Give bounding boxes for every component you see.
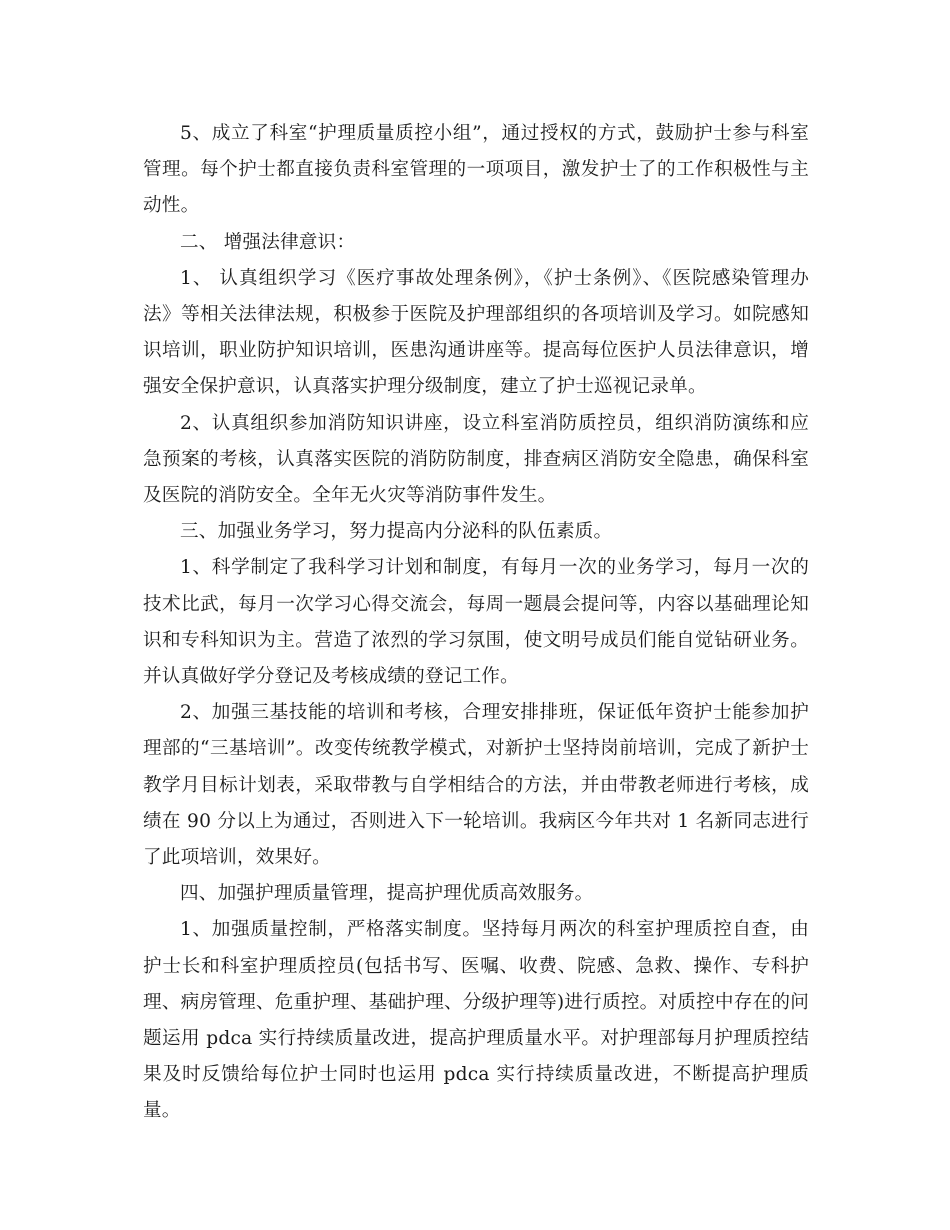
- section-heading-quality-management: 四、加强护理质量管理，提高护理优质高效服务。: [180, 883, 594, 905]
- paragraph-law-study: 1、 认真组织学习《医疗事故处理条例》，《护士条例》、《医院感染管理办法》等相关法律法规，积极参于医院及护理部组织的各项培训及学习。如院感知识培训，职业防护知识培训，医患沟通讲座等。提高每位医护人员法律意识，增强安全保护意识，认真落实护理分级制度，建立了护士巡视记录单。: [143, 267, 809, 398]
- paragraph-quality-control-group: 5、成立了科室“护理质量质控小组”，通过授权的方式，鼓励护士参与科室管理。每个护士都直接负责科室管理的一项项目，激发护士了的工作积极性与主动性。: [143, 123, 809, 217]
- section-heading-legal-awareness: 二、 增强法律意识：: [180, 231, 356, 253]
- paragraph-quality-control: 1、加强质量控制，严格落实制度。坚持每月两次的科室护理质控自查，由护士长和科室护理质控员(包括书写、医嘱、收费、院感、急救、操作、专科护理、病房管理、危重护理、基础护理、分级护理等)进行质控。对质控中存在的问题运用 pdca 实行持续质量改进，提高护理质量水平。对护理部每月护理质控结果及时反馈给每位护士同时也运用 pdca 实行持续质量改进，不断提高护理质量。: [143, 919, 809, 1122]
- document-body: [143, 116, 809, 1130]
- section-heading-business-study: 三、加强业务学习，努力提高内分泌科的队伍素质。: [180, 521, 613, 543]
- paragraph-three-basics-training: 2、加强三基技能的培训和考核，合理安排排班，保证低年资护士能参加护理部的“三基培训”。改变传统教学模式，对新护士坚持岗前培训，完成了新护士教学月目标计划表，采取带教与自学相结合的方法，并由带教老师进行考核，成绩在 90 分以上为通过，否则进入下一轮培训。我病区今年共对 1 名新同志进行了此项培训，效果好。: [143, 702, 809, 869]
- paragraph-fire-safety: 2、认真组织参加消防知识讲座，设立科室消防质控员，组织消防演练和应急预案的考核，认真落实医院的消防防制度，排查病区消防安全隐患，确保科室及医院的消防安全。全年无火灾等消防事件发生。: [143, 412, 809, 507]
- paragraph-study-plan: 1、科学制定了我科学习计划和制度，有每月一次的业务学习，每月一次的技术比武，每月一次学习心得交流会，每周一题晨会提问等，内容以基础理论知识和专科知识为主。营造了浓烈的学习氛围，使文明号成员们能自觉钻研业务。并认真做好学分登记及考核成绩的登记工作。: [143, 557, 809, 688]
